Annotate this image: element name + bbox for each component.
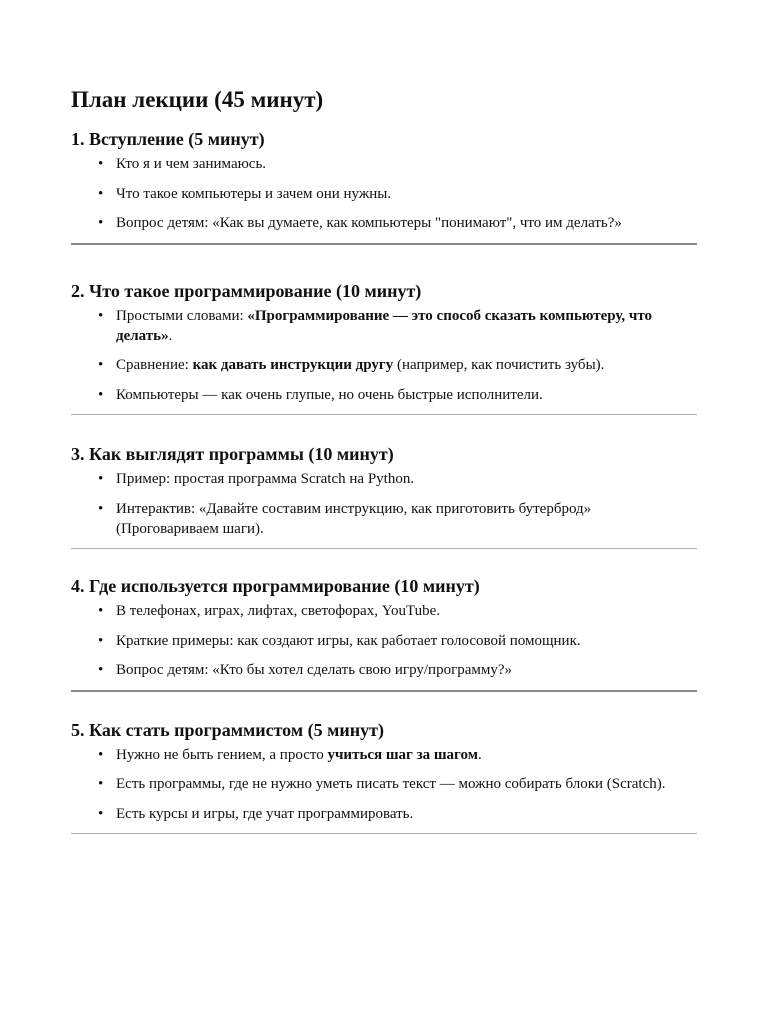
bullet-icon: • (98, 500, 104, 517)
item-text: Есть курсы и игры, где учат программировать. (116, 805, 414, 822)
bullet-icon: • (98, 746, 104, 763)
item-text: Кто я и чем занимаюсь. (116, 156, 267, 172)
bullet-icon: • (98, 632, 104, 649)
list-item (98, 631, 697, 651)
bullet-icon: • (98, 156, 104, 172)
section-heading: 3. Как выглядят программы (10 минут) (71, 444, 394, 464)
item-text: Пример: простая программа Scratch на Python. (116, 471, 415, 487)
item-text: Простыми словами: (116, 307, 248, 324)
item-text: Что такое компьютеры и зачем они нужны. (116, 185, 392, 202)
item-text: Вопрос детям: «Как вы думаете, как компьютеры "понимают", что им делать?» (116, 215, 622, 231)
item-text: В телефонах, играх, лифтах, светофорах, YouTube. (116, 603, 441, 619)
item-text: Нужно не быть гением, а просто (116, 746, 328, 763)
bullet-icon: • (98, 776, 104, 792)
section-heading: 4. Где используется программирование (10 минут) (71, 576, 480, 596)
section-heading: 5. Как стать программистом (5 минут) (71, 719, 384, 740)
item-text: Есть программы, где не нужно уметь писать текст — можно собирать блоки (Scratch). (116, 776, 666, 792)
document-title: План лекции (45 минут) (71, 87, 324, 112)
list-item (98, 154, 697, 174)
emphasized-text: учиться шаг за шагом (327, 746, 478, 763)
list-item (98, 469, 697, 489)
section-divider (71, 548, 697, 549)
section-1 (71, 128, 697, 245)
item-text: Компьютеры — как очень глупые, но очень быстрые исполнители. (116, 386, 543, 403)
section-2 (71, 280, 697, 416)
section-divider (71, 414, 697, 415)
bullet-icon: • (98, 185, 104, 202)
bullet-icon: • (98, 215, 104, 231)
emphasized-text: «Программирование — это способ сказать компьютеру, что делать» (116, 307, 653, 344)
bullet-list (71, 306, 697, 405)
section-heading: 2. Что такое программирование (10 минут) (71, 280, 422, 301)
list-item (98, 385, 697, 405)
section-heading: 1. Вступление (5 минут) (71, 129, 265, 149)
list-item (98, 355, 697, 375)
list-item (98, 499, 697, 539)
list-item (98, 601, 697, 621)
list-item (98, 660, 697, 680)
list-item (98, 306, 697, 346)
item-text: . (477, 746, 482, 763)
bullet-icon: • (98, 471, 104, 487)
bullet-icon: • (98, 603, 104, 619)
section-divider (71, 243, 697, 245)
bullet-icon: • (98, 662, 104, 678)
list-item (98, 745, 697, 765)
list-item (98, 213, 697, 233)
bullet-icon: • (98, 357, 104, 373)
item-text: Сравнение: (116, 357, 193, 373)
bullet-icon: • (98, 805, 104, 822)
section-5 (71, 719, 697, 835)
list-item (98, 804, 697, 824)
item-text: Интерактив: «Давайте составим инструкцию, как приготовить бутерброд» (Проговариваем шаги). (116, 500, 592, 537)
bullet-icon: • (98, 307, 104, 324)
section-3 (71, 443, 697, 549)
section-divider (71, 833, 697, 834)
list-item (98, 184, 697, 204)
item-text: Краткие примеры: как создают игры, как работает голосовой помощник. (116, 632, 581, 649)
list-item (98, 774, 697, 794)
sections-container (71, 128, 697, 834)
section-4 (71, 575, 697, 692)
item-text: Вопрос детям: «Кто бы хотел сделать свою игру/программу?» (116, 662, 513, 678)
item-text: (например, как почистить зубы). (393, 357, 605, 373)
section-divider (71, 690, 697, 692)
bullet-list (71, 601, 697, 680)
lecture-plan-document (71, 86, 697, 834)
bullet-list (71, 154, 697, 233)
bullet-list (71, 469, 697, 539)
bullet-list (71, 745, 697, 824)
bullet-icon: • (98, 386, 104, 403)
emphasized-text: как давать инструкции другу (192, 357, 394, 373)
item-text: . (168, 327, 173, 344)
